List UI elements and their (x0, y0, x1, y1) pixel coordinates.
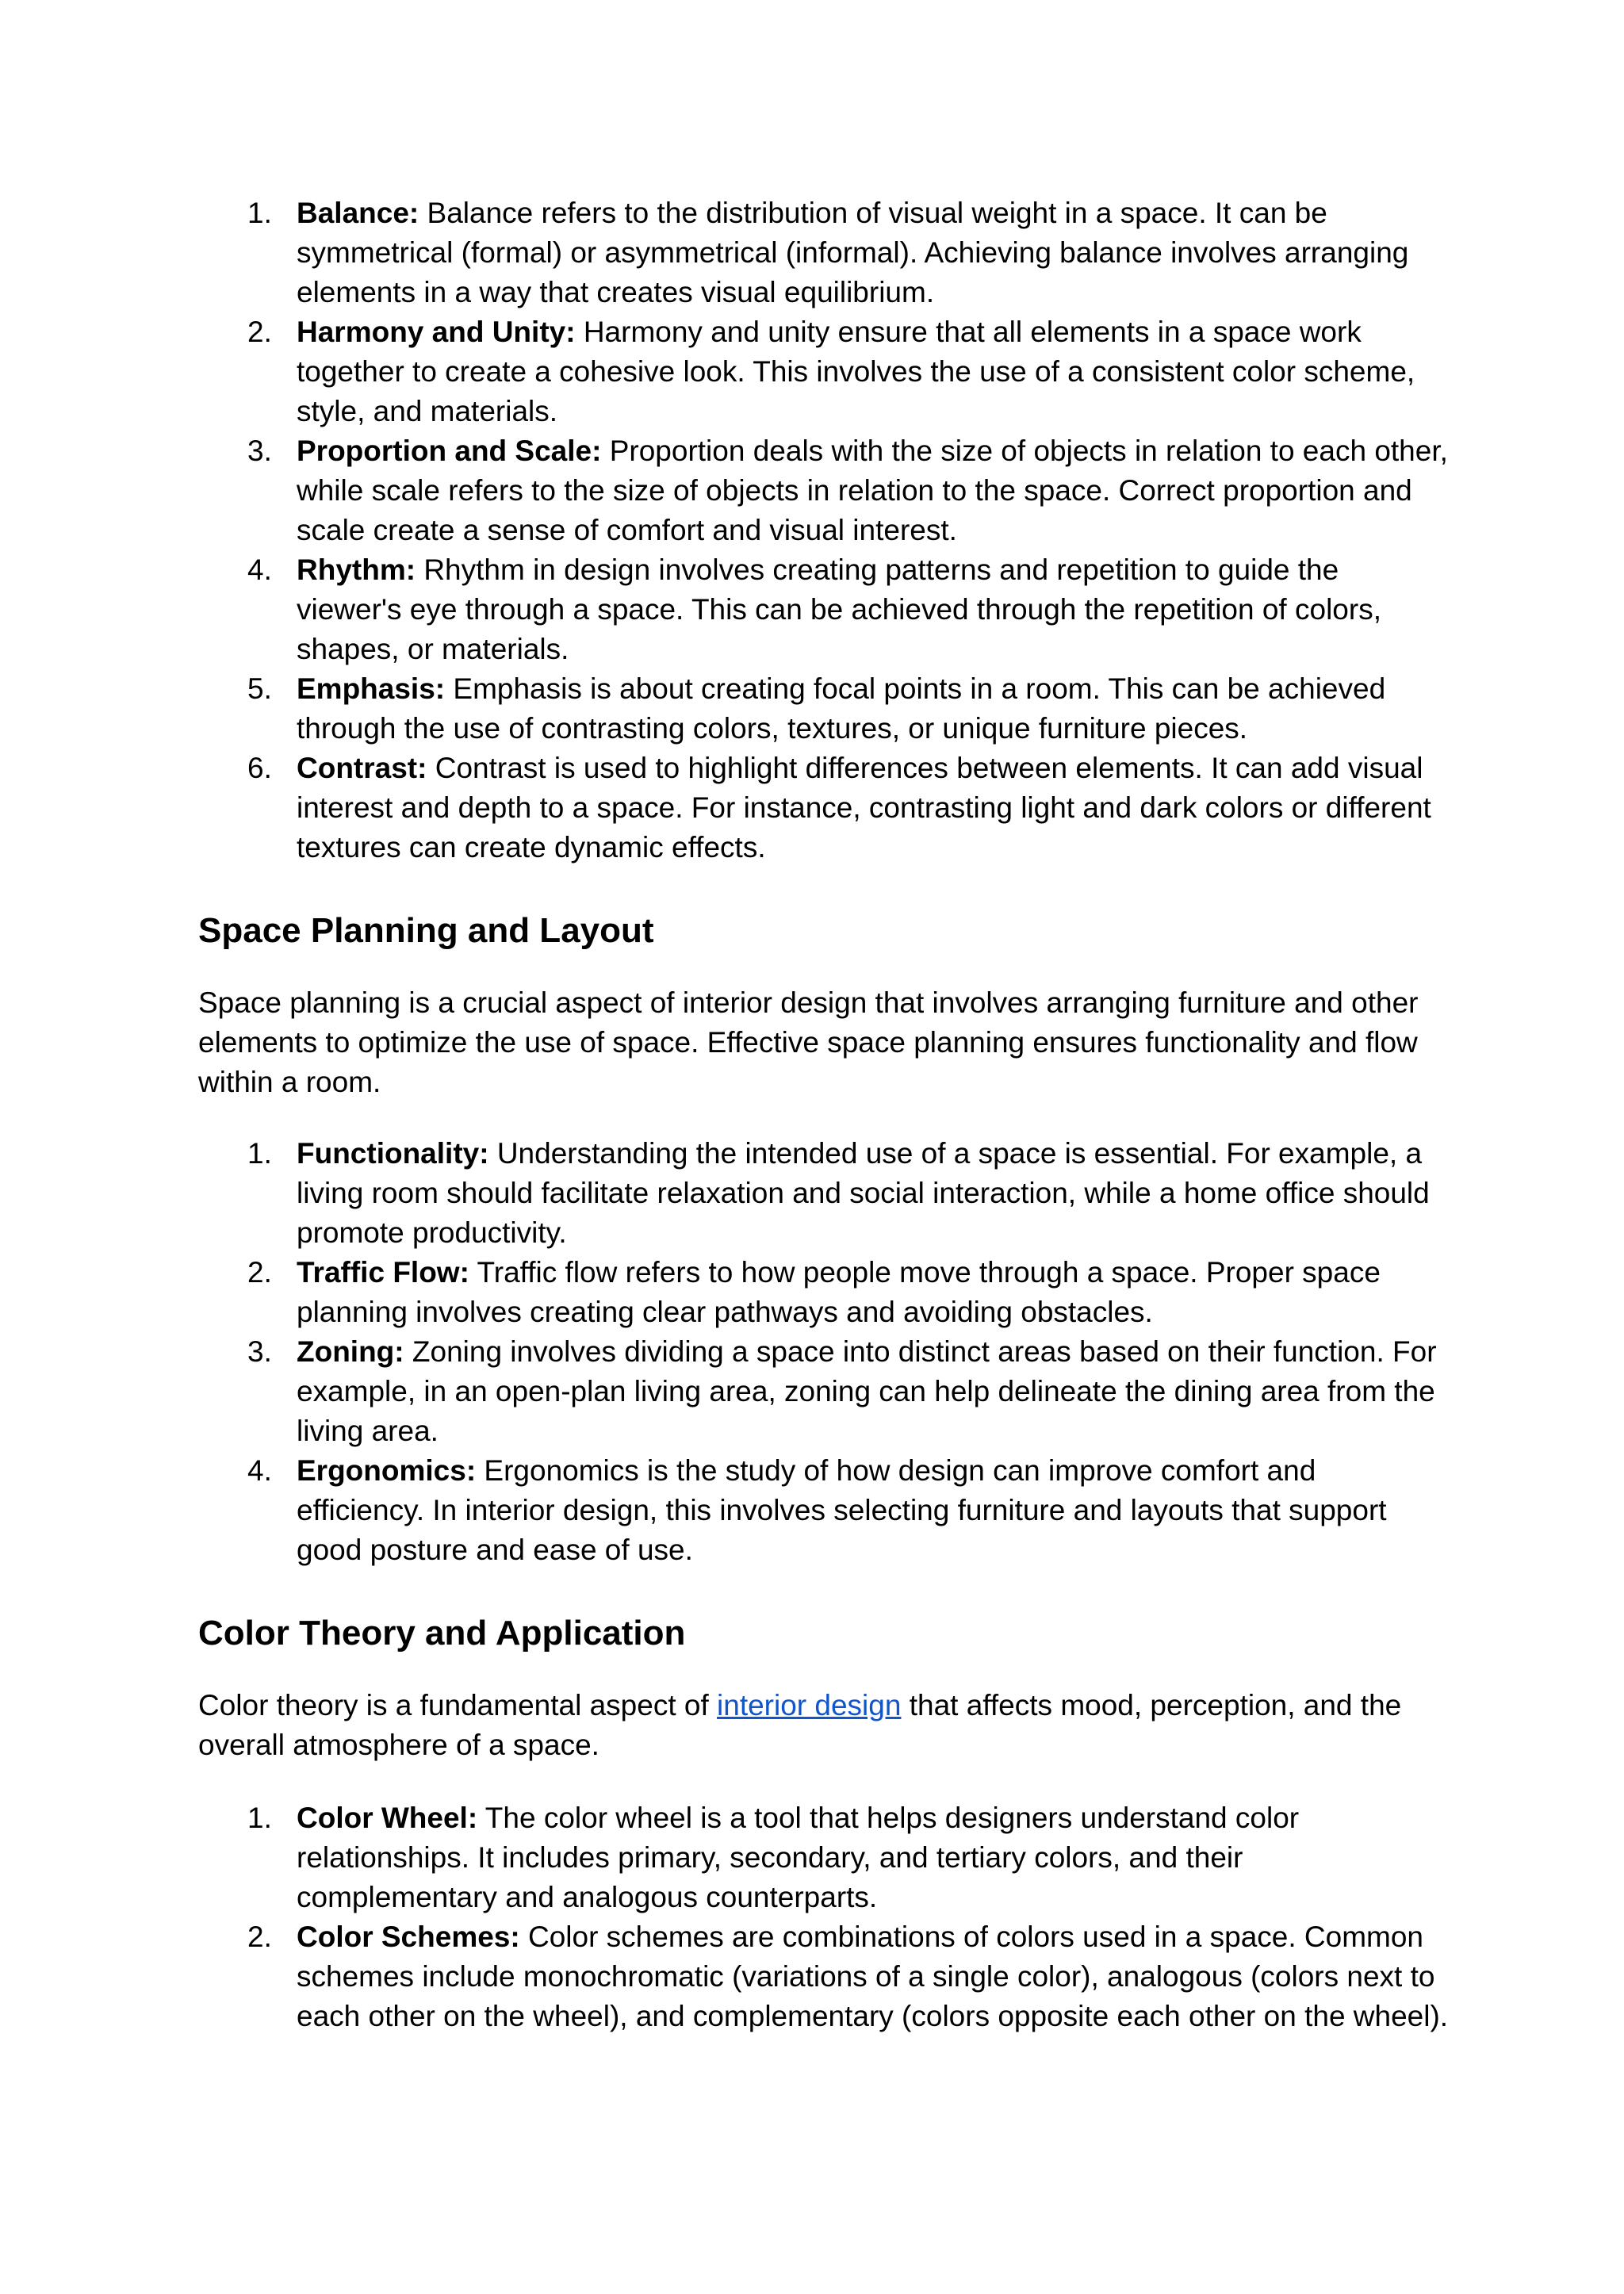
list-number: 2. (247, 1921, 272, 1953)
list-item (198, 1253, 1451, 1332)
list-text: The color wheel is a tool that helps designers understand color relationships. It includes primary, secondary, and tertiary colors, and their complementary and analogous counterparts. (297, 1802, 1300, 1913)
intro-text: that affects mood, perception, and the overall atmosphere of a space. (198, 1689, 1402, 1761)
list-text: Emphasis is about creating focal points in a room. This can be achieved through the use of contrasting colors, textures, or unique furniture pieces. (297, 672, 1386, 745)
list-term: Balance: (297, 197, 419, 229)
color-theory-intro (198, 1686, 1451, 1765)
list-item (198, 193, 1451, 312)
list-term: Harmony and Unity: (297, 316, 576, 348)
list-item (198, 669, 1451, 749)
list-item (198, 1134, 1451, 1253)
list-number: 3. (247, 1335, 272, 1368)
list-item (198, 749, 1451, 867)
space-planning-intro: Space planning is a crucial aspect of interior design that involves arranging furniture and other elements to optimize the use of space. Effective space planning ensures functionality and flow within a room. (198, 986, 1419, 1098)
design-principles-list (198, 193, 1451, 867)
section-heading-color-theory: Color Theory and Application (198, 1614, 686, 1653)
list-term: Color Wheel: (297, 1802, 478, 1834)
interior-design-link[interactable]: interior design (717, 1689, 902, 1721)
list-number: 2. (247, 316, 272, 348)
list-item (198, 431, 1451, 550)
list-number: 6. (247, 752, 272, 784)
list-term: Functionality: (297, 1137, 489, 1170)
list-item (198, 1332, 1451, 1451)
list-number: 1. (247, 1137, 272, 1170)
list-item (198, 1798, 1451, 1917)
list-text: Proportion deals with the size of objects in relation to each other, while scale refers to the size of objects in relation to the space. Correct proportion and scale create a sense of comfort and visual interest. (297, 435, 1448, 546)
list-term: Proportion and Scale: (297, 435, 602, 467)
section-heading-space-planning: Space Planning and Layout (198, 911, 654, 950)
list-term: Color Schemes: (297, 1921, 520, 1953)
list-text: Contrast is used to highlight differences between elements. It can add visual interest and depth to a space. For instance, contrasting light and dark colors or different textures can create dynamic effects. (297, 752, 1431, 864)
list-term: Zoning: (297, 1335, 404, 1368)
list-item (198, 550, 1451, 669)
list-text: Traffic flow refers to how people move through a space. Proper space planning involves creating clear pathways and avoiding obstacles. (297, 1256, 1381, 1328)
list-number: 1. (247, 1802, 272, 1834)
list-item (198, 1917, 1451, 2036)
list-text: Zoning involves dividing a space into distinct areas based on their function. For example, in an open-plan living area, zoning can help delineate the dining area from the living area. (297, 1335, 1437, 1447)
list-text: Harmony and unity ensure that all elements in a space work together to create a cohesive look. This involves the use of a consistent color scheme, style, and materials. (297, 316, 1415, 427)
list-text: Ergonomics is the study of how design can improve comfort and efficiency. In interior design, this involves selecting furniture and layouts that support good posture and ease of use. (297, 1454, 1387, 1566)
list-term: Emphasis: (297, 672, 446, 705)
list-term: Ergonomics: (297, 1454, 477, 1487)
list-number: 3. (247, 435, 272, 467)
list-number: 4. (247, 553, 272, 586)
list-number: 2. (247, 1256, 272, 1289)
list-number: 1. (247, 197, 272, 229)
document-page (198, 193, 1451, 2036)
intro-text: Color theory is a fundamental aspect of (198, 1689, 718, 1721)
list-number: 4. (247, 1454, 272, 1487)
list-term: Rhythm: (297, 553, 416, 586)
color-theory-list (198, 1798, 1451, 2036)
list-text: Understanding the intended use of a space is essential. For example, a living room should facilitate relaxation and social interaction, while a home office should promote productivity. (297, 1137, 1430, 1249)
list-number: 5. (247, 672, 272, 705)
list-text: Balance refers to the distribution of visual weight in a space. It can be symmetrical (formal) or asymmetrical (informal). Achieving balance involves arranging elements in a way that creates visual equilibrium. (297, 197, 1409, 308)
list-text: Rhythm in design involves creating patterns and repetition to guide the viewer's eye through a space. This can be achieved through the repetition of colors, shapes, or materials. (297, 553, 1381, 665)
list-item (198, 1451, 1451, 1570)
list-term: Contrast: (297, 752, 427, 784)
list-item (198, 312, 1451, 431)
space-planning-list (198, 1134, 1451, 1570)
list-text: Color schemes are combinations of colors used in a space. Common schemes include monochromatic (variations of a single color), analogous (colors next to each other on the wheel), and complementary (colors opposite each other on the wheel). (297, 1921, 1449, 2032)
list-term: Traffic Flow: (297, 1256, 469, 1289)
